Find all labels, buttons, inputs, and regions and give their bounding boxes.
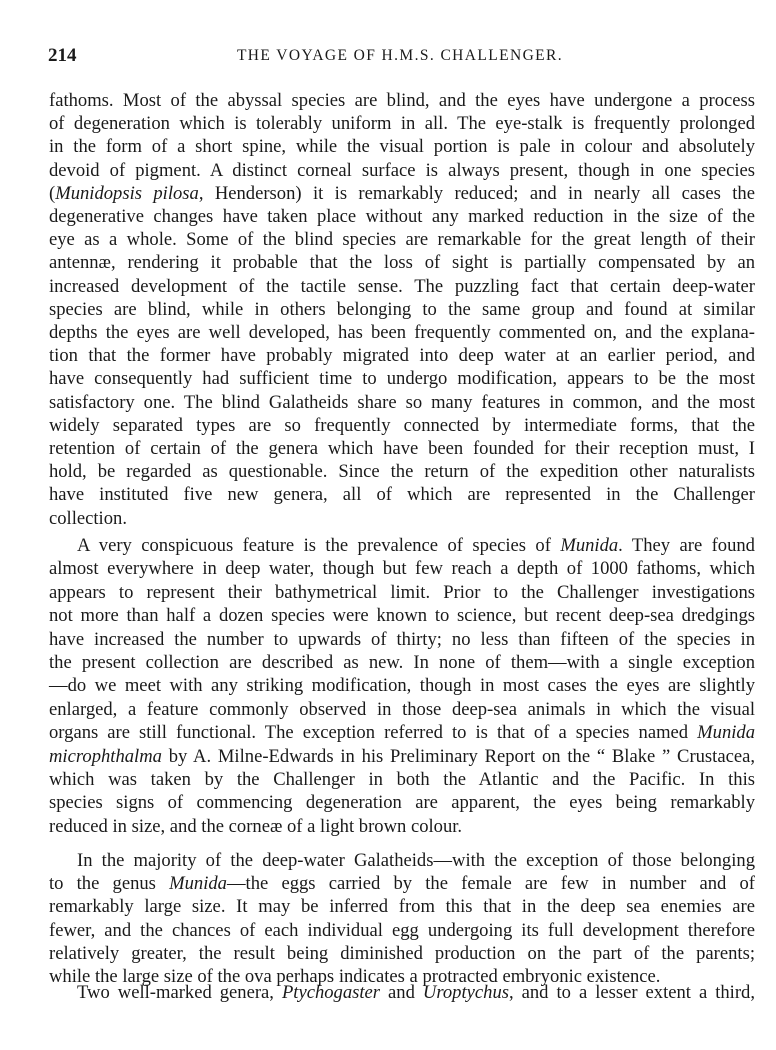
text-line	[49, 604, 755, 627]
text-line	[49, 89, 755, 112]
italic-text: Munida	[169, 873, 227, 895]
text-line	[49, 581, 755, 604]
italic-text: Munida	[697, 722, 755, 744]
text-segment: depths the eyes are well developed, has been frequently commented on, and the explana-	[49, 322, 755, 343]
text-segment: species are blind, while in others belonging to the same group and found at similar	[49, 298, 755, 320]
text-segment: hold, be regarded as questionable. Since the return of the expedition other naturalists	[49, 461, 755, 483]
text-line	[49, 483, 755, 506]
text-segment: and	[380, 982, 423, 1003]
text-line	[49, 135, 755, 158]
text-segment: fewer, and the chances of each individual egg undergoing its full development therefore	[49, 919, 755, 941]
running-title: THE VOYAGE OF H.M.S. CHALLENGER.	[236, 47, 564, 64]
text-line	[77, 534, 755, 557]
text-line	[49, 367, 755, 390]
italic-text: Munidopsis pilosa	[55, 182, 199, 204]
text-line	[49, 391, 755, 414]
text-segment: enlarged, a feature commonly observed in those deep-sea animals in which the visual	[49, 698, 755, 720]
text-segment: in the form of a short spine, while the visual portion is pale in colour and absolutely	[49, 136, 755, 158]
text-line	[49, 507, 755, 530]
text-line	[49, 942, 755, 965]
italic-text: Ptychogaster	[281, 982, 381, 1003]
page-number: 214	[48, 45, 77, 66]
text-segment: , and to a lesser extent a third,	[508, 982, 755, 1003]
text-line	[49, 628, 755, 651]
text-segment: Two well-marked genera,	[77, 982, 282, 1003]
text-segment: collection.	[49, 507, 127, 529]
italic-text: microphthalma	[49, 745, 162, 767]
text-segment: have consequently had sufficient time to undergo modification, appears to be the most	[49, 368, 755, 390]
text-segment: —do we meet with any striking modification, though in most cases the eyes are slightly	[49, 675, 755, 697]
text-line	[49, 745, 755, 768]
text-segment: increased development of the tactile sense. The puzzling fact that certain deep-water	[49, 275, 755, 297]
text-segment: which was taken by the Challenger in both the Atlantic and the Pacific. In this	[49, 769, 755, 790]
text-segment: devoid of pigment. A distinct corneal surface is always present, though in one species	[49, 159, 755, 181]
text-segment: widely separated types are so frequently connected by intermediate forms, that the	[49, 414, 755, 436]
text-segment: —the eggs carried by the female are few in number and of	[226, 873, 755, 895]
text-segment: species signs of commencing degeneration are apparent, the eyes being remarkably	[49, 792, 755, 814]
text-segment: , Henderson) it is remarkably reduced; and in nearly all cases the	[198, 182, 755, 204]
text-segment: retention of certain of the genera which have been founded for their reception must, I	[49, 438, 755, 459]
text-segment: almost everywhere in deep water, though but few reach a depth of 1000 fathoms, which	[49, 558, 755, 580]
text-segment: of degeneration which is tolerably uniform in all. The eye-stalk is frequently prolonged	[49, 113, 755, 135]
text-segment: have increased the number to upwards of thirty; no less than fifteen of the species in	[49, 628, 755, 650]
text-line	[49, 182, 755, 205]
text-line	[49, 557, 755, 580]
text-line	[49, 437, 755, 460]
text-segment: not more than half a dozen species were known to science, but recent deep-sea dredgings	[49, 605, 755, 627]
text-line	[49, 112, 755, 135]
text-segment: . They are found	[618, 535, 755, 556]
text-line	[49, 159, 755, 182]
text-line	[49, 460, 755, 483]
text-line	[49, 275, 755, 298]
text-line	[49, 321, 755, 344]
text-segment: tion that the former have probably migrated into deep water at an earlier period, and	[49, 345, 755, 367]
text-segment: (	[49, 182, 56, 204]
text-line	[49, 651, 755, 674]
text-line	[49, 698, 755, 721]
text-segment: remarkably large size. It may be inferred from this that in the deep sea enemies are	[49, 896, 755, 918]
text-segment: antennæ, rendering it probable that the loss of sight is partially compensated by an	[49, 252, 755, 274]
text-line	[49, 721, 755, 744]
text-segment: fathoms. Most of the abyssal species are blind, and the eyes have undergone a process	[49, 90, 755, 111]
text-line	[49, 414, 755, 437]
italic-text: Munida	[560, 535, 619, 556]
text-line	[49, 674, 755, 697]
text-segment: organs are still functional. The exception referred to is that of a species named	[49, 722, 698, 744]
text-segment: reduced in size, and the corneæ of a light brown colour.	[49, 815, 463, 837]
text-segment: have instituted five new genera, all of which are represented in the Challenger	[49, 484, 755, 506]
text-line	[49, 791, 755, 814]
text-line	[49, 768, 755, 791]
text-segment: the present collection are described as new. In none of them—with a single exception	[49, 652, 755, 673]
text-line	[77, 849, 755, 872]
text-segment: A very conspicuous feature is the prevalence of species of	[77, 535, 561, 556]
text-line	[49, 872, 755, 895]
text-segment: to the genus	[49, 873, 170, 895]
text-segment: while the large size of the ova perhaps indicates a protracted embryonic existence.	[49, 966, 661, 987]
text-line	[49, 919, 755, 942]
text-line	[77, 981, 755, 1004]
text-line	[49, 298, 755, 321]
text-line	[49, 344, 755, 367]
text-line	[49, 895, 755, 918]
text-segment: degenerative changes have taken place without any marked reduction in the size of the	[49, 206, 755, 227]
text-segment: appears to represent their bathymetrical limit. Prior to the Challenger investigations	[49, 581, 755, 603]
text-segment: eye as a whole. Some of the blind species are remarkable for the great length of their	[49, 229, 755, 251]
text-segment: relatively greater, the result being diminished production on the part of the parents;	[49, 942, 755, 964]
text-line	[49, 228, 755, 251]
text-line	[49, 251, 755, 274]
text-segment: by A. Milne-Edwards in his Preliminary Report on the “ Blake ” Crustacea,	[161, 745, 755, 767]
italic-text: Uroptychus	[422, 982, 509, 1003]
text-segment: satisfactory one. The blind Galatheids share so many features in common, and the most	[49, 391, 755, 413]
text-line	[49, 205, 755, 228]
text-segment: In the majority of the deep-water Galatheids—with the exception of those belonging	[77, 850, 755, 871]
text-line	[49, 815, 755, 838]
